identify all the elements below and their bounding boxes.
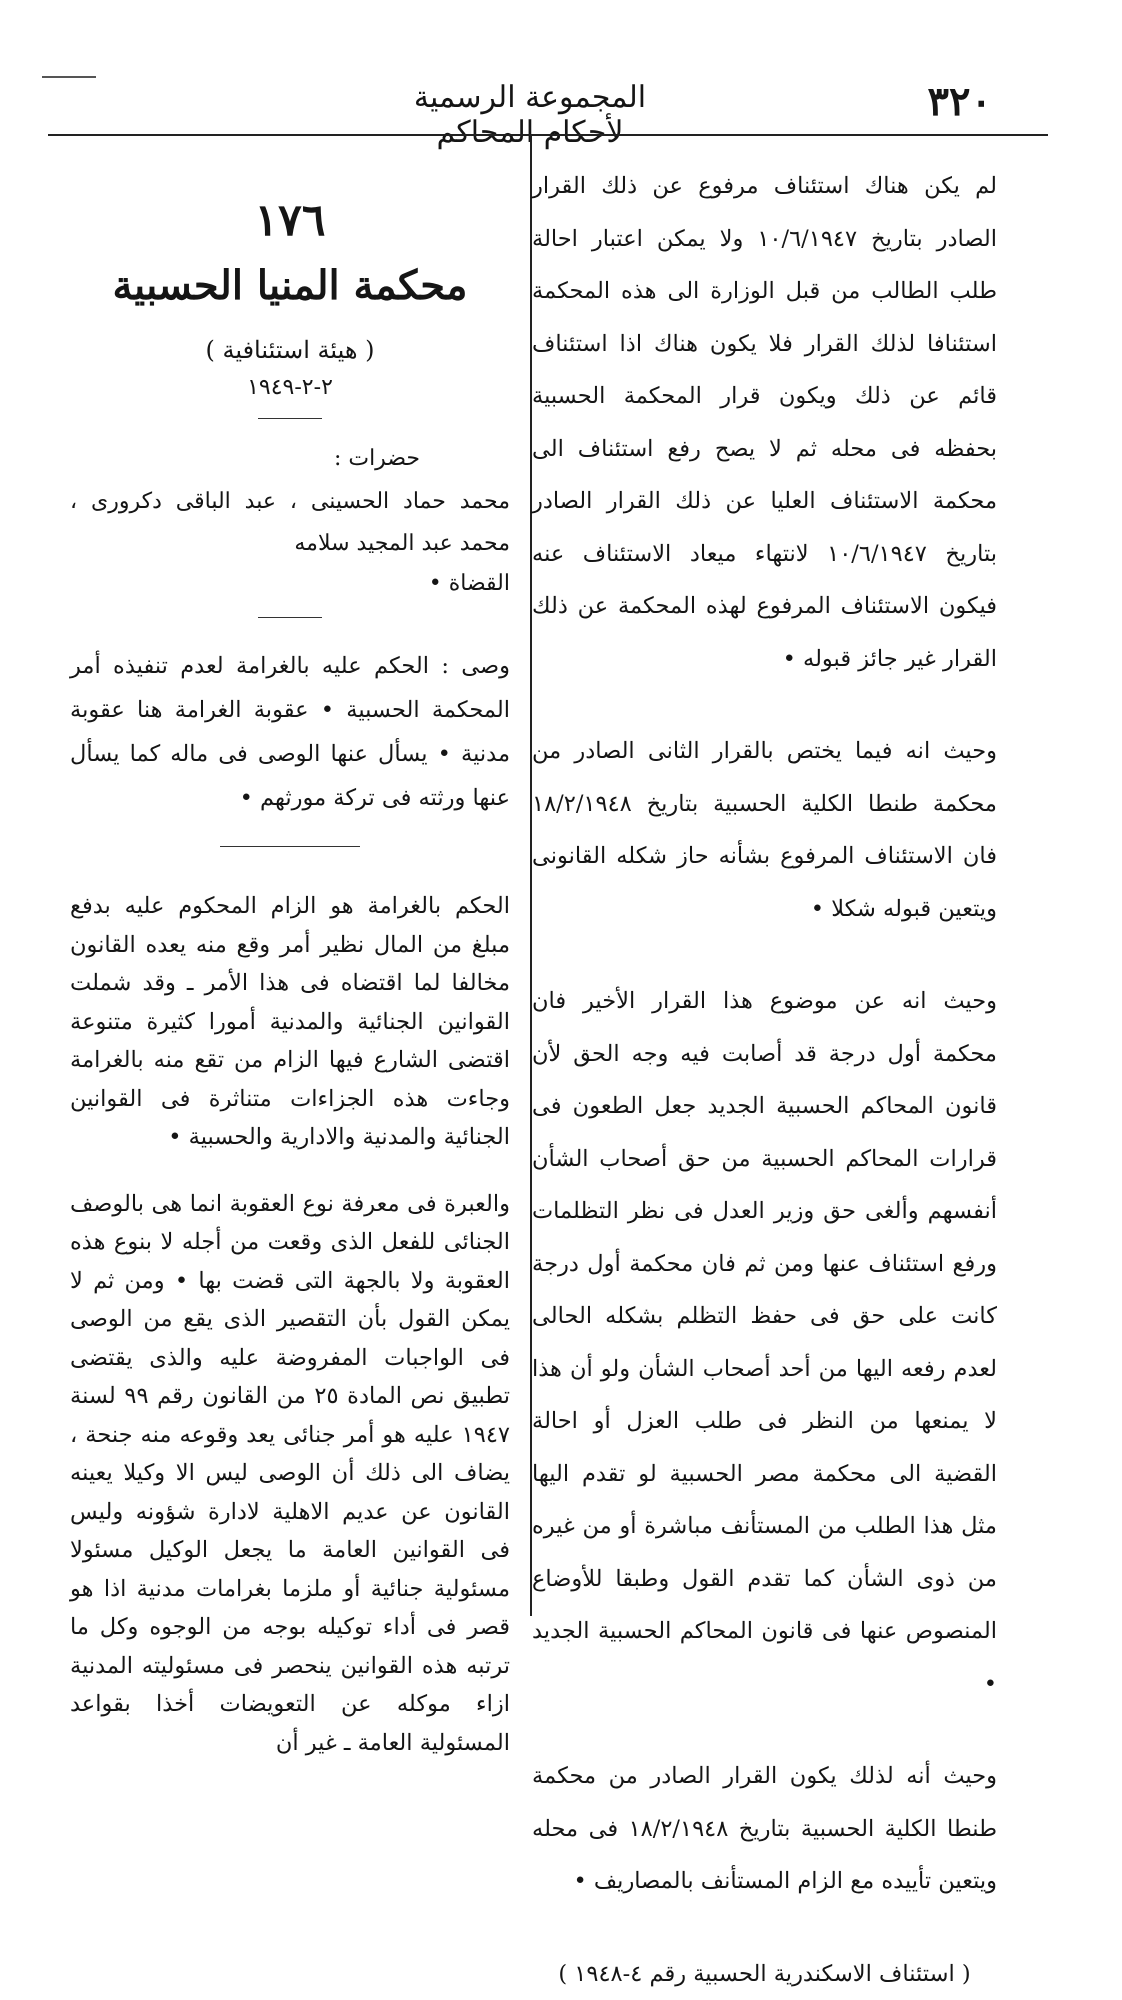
case-reference: ( استئناف الاسكندرية الحسبية رقم ٤-١٩٤٨ ) <box>558 1960 971 1987</box>
paragraph: وحيث أنه لذلك يكون القرار الصادر من محكمة طنطا الكلية الحسبية بتاريخ ١٨/٢/١٩٤٨ فى محله ويتعين تأييده مع الزام المستأنف بالمصاريف • <box>532 1763 997 1894</box>
decision-date: ٢-٢-١٩٤٩ <box>247 375 333 400</box>
page-number: ٣٢٠ <box>927 78 992 125</box>
presence-label: حضرات : <box>333 446 420 471</box>
running-title: المجموعة الرسمية لأحكام المحاكم <box>413 80 647 150</box>
headnote: وصى : الحكم عليه بالغرامة لعدم تنفيذه أمر المحكمة الحسبية • عقوبة الغرامة هنا عقوبة مدنية • يسأل عنها الوصى فى ماله كما يسأل عنها ورثته فى تركة مورثهم • <box>70 653 510 811</box>
paragraph: وحيث انه فيما يختص بالقرار الثانى الصادر من محكمة طنطا الكلية الحسبية بتاريخ ١٨/٢/١٩٤٨ فان الاستئناف المرفوع بشأنه حاز شكله القانونى ويتعين قبوله شكلا • <box>532 738 997 922</box>
section-rule <box>220 846 360 847</box>
section-rule <box>258 418 322 419</box>
header-rule <box>48 134 1048 136</box>
judges-line: محمد حماد الحسينى ، عبد الباقى دكرورى ، محمد عبد المجيد سلامه <box>70 489 510 556</box>
paragraph: والعبرة فى معرفة نوع العقوبة انما هى بالوصف الجنائى للفعل الذى وقعت من أجله لا بنوع هذه العقوبة ولا بالجهة التى قضت بها • ومن ثم لا يمكن القول بأن التقصير الذى يقع من الوصى فى الواجبات المفروضة عليه والذى يقتضى تطبيق نص المادة ٢٥ من القانون رقم ٩٩ لسنة ١٩٤٧ عليه هو أمر جنائى يعد وقوعه منه جنحة ، يضاف الى ذلك أن الوصى ليس الا وكيلا يعينه القانون عن عديم الاهلية لادارة شؤونه وليس فى القوانين العامة ما يجعل الوكيل مسئولا مسئولية جنائية أو ملزما بغرامات مدنية اذا هو قصر فى أداء توكيله بوجه من الوجوه وكل ما ترتبه هذه القوانين ينحصر فى مسئوليته المدنية ازاء موكله عن التعويضات أخذا بقواعد المسئولية العامة ـ غير أن <box>70 1190 511 1756</box>
paragraph: لم يكن هناك استئناف مرفوع عن ذلك القرار الصادر بتاريخ ١٠/٦/١٩٤٧ ولا يمكن اعتبار احالة طلب الطالب من قبل الوزارة الى هذه المحكمة استئنافا لذلك القرار فلا يكون هناك اذا استئناف قائم عن ذلك ويكون قرار المحكمة الحسبية بحفظه فى محله ثم لا يصح رفع استئناف الى محكمة الاستئناف العليا عن ذلك القرار الصادر بتاريخ ١٠/٦/١٩٤٧ لانتهاء ميعاد الاستئناف عنه فيكون الاستئناف المرفوع لهذه المحكمة عن ذلك القرار غير جائز قبوله • <box>532 173 997 672</box>
left-column <box>70 190 510 1790</box>
judges-role: القضاة • <box>428 571 510 596</box>
header-stub-line <box>42 76 96 78</box>
paragraph: الحكم بالغرامة هو الزام المحكوم عليه بدفع مبلغ من المال نظير أمر وقع منه يعده القانون مخالفا لما اقتضاه فى هذا الأمر ـ وقد شملت القوانين الجنائية والمدنية أمورا كثيرة متنوعة اقتضى الشارع فيها الزام من تقع منه بالغرامة وجاءت هذه الجزاءات متناثرة فى القوانين الجنائية والمدنية والادارية والحسبية • <box>70 893 510 1150</box>
panel-type: ( هيئة استئنافية ) <box>205 336 375 364</box>
court-name: محكمة المنيا الحسبية <box>112 262 468 309</box>
section-rule <box>258 617 322 618</box>
paragraph: وحيث انه عن موضوع هذا القرار الأخير فان محكمة أول درجة قد أصابت فيه وجه الحق لأن قانون المحاكم الحسبية الجديد جعل الطعون فى قرارات المحاكم الحسبية من حق أصحاب الشأن أنفسهم وألغى حق وزير العدل فى نظر التظلمات ورفع استئناف عنها ومن ثم فان محكمة أول درجة كانت على حق فى حفظ التظلم بشكله الحالى لعدم رفعه اليها من أحد أصحاب الشأن ولو أن هذا لا يمنعها من النظر فى طلب العزل أو احالة القضية الى محكمة مصر الحسبية لو تقدم اليها مثل هذا الطلب من المستأنف مباشرة أو من غيره من ذوى الشأن كما تقدم القول وطبقا للأوضاع المنصوص عنها فى قانون المحاكم الحسبية الجديد • <box>532 988 997 1697</box>
page-header <box>0 0 1122 150</box>
right-column <box>532 160 997 2000</box>
case-number: ١٧٦ <box>254 195 326 246</box>
judges-role-row <box>70 565 510 603</box>
